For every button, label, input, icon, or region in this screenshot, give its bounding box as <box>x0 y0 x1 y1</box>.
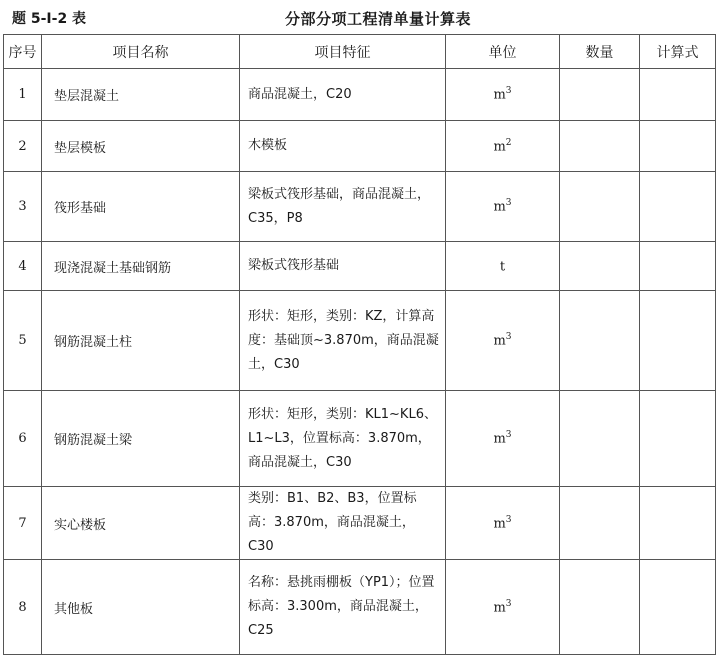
row-feature: 木模板 <box>240 121 446 172</box>
unit-base: m <box>493 431 506 447</box>
table-title: 分部分项工程清单量计算表 <box>285 10 472 28</box>
row-formula <box>640 121 716 172</box>
row-feature: 梁板式筏形基础 <box>240 242 446 291</box>
question-number: 题 5-Ⅰ-2 表 <box>12 11 87 27</box>
unit-exponent: 3 <box>505 598 512 609</box>
table-row <box>4 291 716 391</box>
col-header-formula: 计算式 <box>640 35 716 69</box>
row-qty <box>560 291 640 391</box>
row-formula <box>640 172 716 242</box>
row-qty <box>560 560 640 655</box>
row-formula <box>640 487 716 560</box>
row-qty <box>560 121 640 172</box>
row-unit <box>446 487 560 560</box>
unit-base: m <box>493 199 506 215</box>
table-header <box>0 8 719 30</box>
table-row <box>4 391 716 487</box>
row-name: 钢筋混凝土梁 <box>42 391 240 487</box>
table-row <box>4 487 716 560</box>
header-row <box>4 35 716 69</box>
row-qty <box>560 172 640 242</box>
unit-exponent: 2 <box>505 137 512 148</box>
row-name: 其他板 <box>42 560 240 655</box>
unit-exponent: 3 <box>505 332 512 343</box>
unit-exponent: 3 <box>505 430 512 441</box>
unit-exponent: 3 <box>505 86 512 97</box>
unit-base: m <box>493 333 506 349</box>
table-row <box>4 172 716 242</box>
row-qty <box>560 487 640 560</box>
row-feature: 商品混凝土，C20 <box>240 69 446 121</box>
row-formula <box>640 69 716 121</box>
row-qty <box>560 69 640 121</box>
row-name: 钢筋混凝土柱 <box>42 291 240 391</box>
row-formula <box>640 291 716 391</box>
row-feature: 梁板式筏形基础，商品混凝土，C35，P8 <box>240 172 446 242</box>
row-no: 1 <box>4 69 42 121</box>
row-unit <box>446 291 560 391</box>
row-name: 垫层混凝土 <box>42 69 240 121</box>
col-header-qty: 数量 <box>560 35 640 69</box>
row-no: 2 <box>4 121 42 172</box>
row-name: 实心楼板 <box>42 487 240 560</box>
unit-base: m <box>493 139 506 155</box>
col-header-name: 项目名称 <box>42 35 240 69</box>
row-unit <box>446 172 560 242</box>
bill-of-quantities-table <box>3 34 716 655</box>
row-no: 7 <box>4 487 42 560</box>
row-unit <box>446 242 560 291</box>
row-qty <box>560 391 640 487</box>
row-name: 现浇混凝土基础钢筋 <box>42 242 240 291</box>
row-unit <box>446 391 560 487</box>
row-unit <box>446 69 560 121</box>
col-header-feature: 项目特征 <box>240 35 446 69</box>
row-feature: 类别：B1、B2、B3，位置标高：3.870m，商品混凝土，C30 <box>240 487 446 560</box>
unit-exponent: 3 <box>505 198 512 209</box>
row-no: 6 <box>4 391 42 487</box>
row-unit <box>446 121 560 172</box>
table-row <box>4 242 716 291</box>
table-row <box>4 121 716 172</box>
unit-exponent: 3 <box>505 514 512 525</box>
unit-base: t <box>499 259 506 275</box>
row-unit <box>446 560 560 655</box>
row-no: 8 <box>4 560 42 655</box>
row-no: 4 <box>4 242 42 291</box>
row-feature: 名称：悬挑雨棚板（YP1）；位置标高：3.300m，商品混凝土，C25 <box>240 560 446 655</box>
row-no: 5 <box>4 291 42 391</box>
row-formula <box>640 242 716 291</box>
unit-base: m <box>493 516 506 532</box>
unit-base: m <box>493 87 506 103</box>
table-row <box>4 560 716 655</box>
row-name: 垫层模板 <box>42 121 240 172</box>
table-row <box>4 69 716 121</box>
row-feature: 形状：矩形，类别：KL1~KL6、L1~L3，位置标高：3.870m，商品混凝土，C30 <box>240 391 446 487</box>
row-name: 筏形基础 <box>42 172 240 242</box>
row-qty <box>560 242 640 291</box>
row-formula <box>640 560 716 655</box>
unit-base: m <box>493 600 506 616</box>
col-header-no: 序号 <box>4 35 42 69</box>
row-feature: 形状：矩形，类别：KZ，计算高度：基础顶~3.870m，商品混凝土，C30 <box>240 291 446 391</box>
row-formula <box>640 391 716 487</box>
row-no: 3 <box>4 172 42 242</box>
col-header-unit: 单位 <box>446 35 560 69</box>
